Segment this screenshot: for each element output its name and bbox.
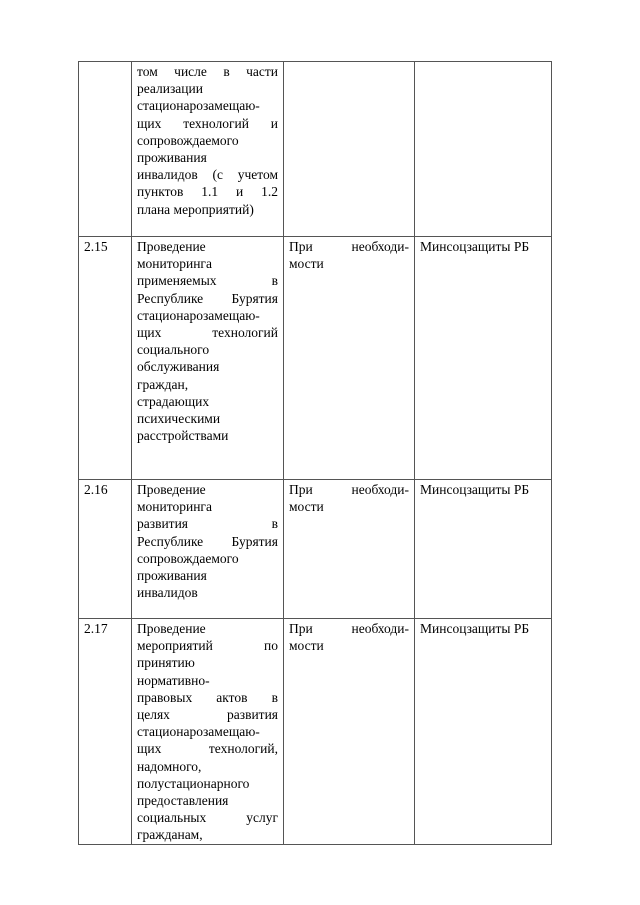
activity-name-line: мониторинга (137, 256, 212, 272)
activity-name-line: инвалидов (с учетом (137, 167, 278, 183)
activity-name-line: том числе в части (137, 64, 278, 79)
activity-name-line: стационарозамещаю- (137, 307, 260, 323)
deadline-cell (284, 237, 415, 480)
activity-name-line: целях развития (137, 707, 278, 723)
deadline-line: мости (289, 256, 324, 272)
activity-name-line: мероприятий по (137, 638, 278, 654)
activity-name-line: расстройствами (137, 428, 229, 444)
activity-name-line: принятию (137, 655, 195, 671)
item-number-cell: 2.16 (79, 480, 132, 619)
activity-name-line: плана мероприятий) (137, 201, 254, 217)
deadline-line: При необходи- (289, 621, 409, 636)
deadline-line: мости (289, 638, 324, 654)
table-row (79, 237, 552, 480)
activity-name-line: стационарозамещаю- (137, 724, 260, 740)
activity-name-line: предоставления (137, 793, 229, 809)
deadline-cell (284, 619, 415, 845)
activity-name-line: граждан, (137, 376, 189, 392)
activity-name-line: Республике Бурятия (137, 533, 278, 549)
responsible-cell (415, 62, 552, 237)
activity-name-cell (132, 480, 284, 619)
activity-name-line: щих технологий и (137, 115, 278, 131)
responsible-cell: Минсоцзащиты РБ (415, 619, 552, 845)
table-body (79, 62, 552, 845)
activity-name-line: мониторинга (137, 499, 212, 515)
activity-name-line: проживания (137, 568, 207, 584)
activity-name-line: психическими (137, 411, 221, 427)
item-number-cell: 2.15 (79, 237, 132, 480)
activity-name-line: сопровождаемого (137, 550, 239, 566)
activity-name-line: пунктов 1.1 и 1.2 (137, 184, 278, 200)
deadline-cell (284, 480, 415, 619)
deadline-cell (284, 62, 415, 237)
activity-name-line: Проведение (137, 482, 206, 497)
activity-name-line: сопровождаемого (137, 132, 239, 148)
activity-name-line: щих технологий (137, 325, 278, 341)
deadline-line: При необходи- (289, 239, 409, 254)
responsible-cell: Минсоцзащиты РБ (415, 237, 552, 480)
activity-name-line: Проведение (137, 621, 206, 636)
action-plan-table (78, 61, 552, 845)
activity-name-line: проживания (137, 150, 207, 166)
table-row (79, 619, 552, 845)
activity-name-line: нормативно- (137, 672, 210, 688)
activity-name-line: развития в (137, 516, 278, 532)
activity-name-line: Проведение (137, 239, 206, 254)
activity-name-cell (132, 62, 284, 237)
activity-name-line: полустационарного (137, 775, 250, 791)
item-number-cell (79, 62, 132, 237)
activity-name-line: стационарозамещаю- (137, 98, 260, 114)
activity-name-line: правовых актов в (137, 689, 278, 705)
activity-name-line: применяемых в (137, 273, 278, 289)
activity-name-line: щих технологий, (137, 741, 278, 757)
deadline-line: мости (289, 499, 324, 515)
activity-name-line: социальных услуг (137, 810, 278, 826)
activity-name-line: обслуживания (137, 359, 220, 375)
activity-name-cell (132, 237, 284, 480)
activity-name-cell (132, 619, 284, 845)
activity-name-line: социального (137, 342, 210, 358)
item-number-cell: 2.17 (79, 619, 132, 845)
activity-name-line: надомного, (137, 758, 202, 774)
activity-name-line: страдающих (137, 393, 210, 409)
activity-name-line: реализации (137, 81, 203, 97)
activity-name-line: инвалидов (137, 585, 198, 601)
responsible-cell: Минсоцзащиты РБ (415, 480, 552, 619)
table-row (79, 62, 552, 237)
deadline-line: При необходи- (289, 482, 409, 497)
table-row (79, 480, 552, 619)
activity-name-line: Республике Бурятия (137, 290, 278, 306)
activity-name-line: гражданам, (137, 827, 203, 843)
